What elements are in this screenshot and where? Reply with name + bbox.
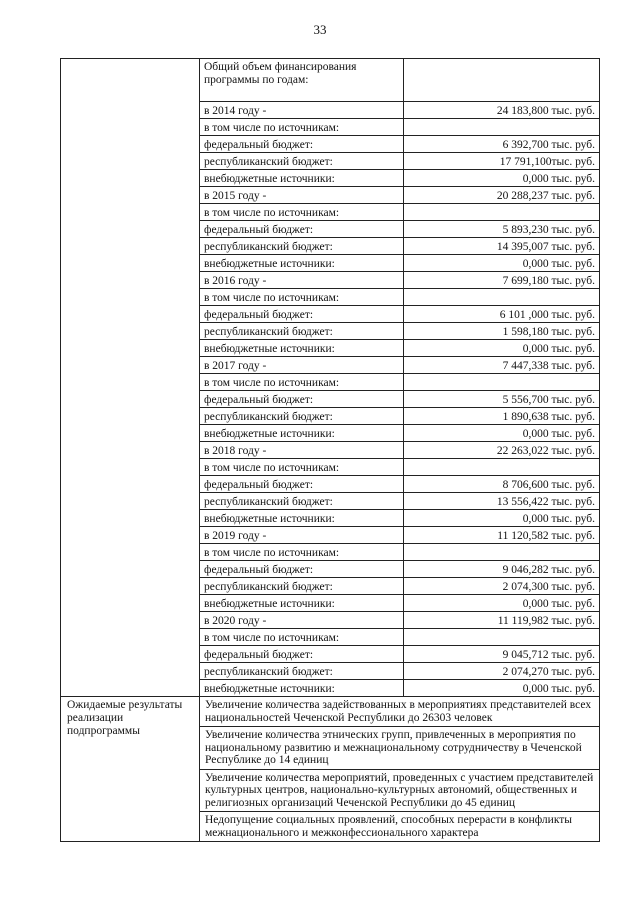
- financing-row-value: [404, 374, 600, 391]
- financing-row-21: [200, 459, 599, 476]
- financing-row-label: федеральный бюджет:: [200, 561, 404, 578]
- financing-row-label: федеральный бюджет:: [200, 391, 404, 408]
- financing-row-value: 9 045,712 тыс. руб.: [404, 646, 600, 663]
- financing-row-value: 6 392,700 тыс. руб.: [404, 136, 600, 153]
- financing-row-3: [200, 153, 599, 170]
- financing-row-label: внебюджетные источники:: [200, 255, 404, 272]
- financing-row-25: [200, 527, 599, 544]
- results-row: [61, 697, 600, 842]
- financing-row-label: в том числе по источникам:: [200, 459, 404, 476]
- financing-row-15: [200, 357, 599, 374]
- financing-row-value: 20 288,237 тыс. руб.: [404, 187, 600, 204]
- financing-row-label: внебюджетные источники:: [200, 340, 404, 357]
- financing-label-cell: [61, 59, 200, 697]
- financing-row-32: [200, 646, 599, 663]
- financing-row-label: республиканский бюджет:: [200, 578, 404, 595]
- financing-row-value: 11 120,582 тыс. руб.: [404, 527, 600, 544]
- financing-row-label: внебюджетные источники:: [200, 170, 404, 187]
- financing-row-value: 9 046,282 тыс. руб.: [404, 561, 600, 578]
- financing-row-label: республиканский бюджет:: [200, 323, 404, 340]
- financing-row-34: [200, 680, 599, 697]
- financing-row-23: [200, 493, 599, 510]
- financing-row-label: республиканский бюджет:: [200, 663, 404, 680]
- financing-row-value: 5 556,700 тыс. руб.: [404, 391, 600, 408]
- financing-row-label: республиканский бюджет:: [200, 408, 404, 425]
- financing-row-value: 11 119,982 тыс. руб.: [404, 612, 600, 629]
- financing-row-value: [404, 119, 600, 136]
- financing-row-label: федеральный бюджет:: [200, 221, 404, 238]
- financing-heading-value: [404, 59, 600, 102]
- financing-row-label: в 2019 году -: [200, 527, 404, 544]
- results-label-cell: [61, 697, 200, 842]
- financing-row-10: [200, 272, 599, 289]
- financing-row-16: [200, 374, 599, 391]
- results-list: [200, 697, 599, 841]
- financing-row-14: [200, 340, 599, 357]
- financing-row-value: 0,000 тыс. руб.: [522, 683, 595, 695]
- result-item-3: Недопущение социальных проявлений, способных перерасти в конфликты межнационального и межконфессионального характера: [205, 814, 573, 839]
- financing-row-label: федеральный бюджет:: [200, 306, 404, 323]
- financing-row-1: [200, 119, 599, 136]
- financing-row-30: [200, 612, 599, 629]
- financing-row-label: внебюджетные источники:: [200, 425, 404, 442]
- financing-row-27: [200, 561, 599, 578]
- financing-row-value: 8 706,600 тыс. руб.: [404, 476, 600, 493]
- financing-row-label: в том числе по источникам:: [200, 204, 404, 221]
- financing-row-label: в том числе по источникам:: [200, 629, 404, 646]
- financing-row-6: [200, 204, 599, 221]
- financing-row-17: [200, 391, 599, 408]
- financing-row-5: [200, 187, 599, 204]
- financing-row-2: [200, 136, 599, 153]
- financing-row-label: в 2016 году -: [200, 272, 404, 289]
- financing-row-label: в том числе по источникам:: [200, 544, 404, 561]
- results-cell: [200, 697, 600, 842]
- financing-row-value: [404, 289, 600, 306]
- financing-row-9: [200, 255, 599, 272]
- result-item-1: Увеличение количества этнических групп, привлеченных в мероприятия по национальному развитию и межнациональному сотрудничеству в Чеченской Республике до 14 единиц: [200, 727, 599, 770]
- financing-row-26: [200, 544, 599, 561]
- financing-row-19: [200, 425, 599, 442]
- financing-row-8: [200, 238, 599, 255]
- financing-row-value: 24 183,800 тыс. руб.: [404, 102, 600, 119]
- financing-row-value: 6 101 ,000 тыс. руб.: [404, 306, 600, 323]
- financing-row-12: [200, 306, 599, 323]
- financing-row-18: [200, 408, 599, 425]
- financing-row-label: внебюджетные источники:: [200, 680, 404, 697]
- financing-row-label: республиканский бюджет:: [200, 493, 404, 510]
- financing-row-value: 0,000 тыс. руб.: [404, 340, 600, 357]
- financing-row-20: [200, 442, 599, 459]
- financing-row-value: 7 699,180 тыс. руб.: [404, 272, 600, 289]
- financing-row-value: 0,000 тыс. руб.: [404, 255, 600, 272]
- financing-row-value: [404, 204, 600, 221]
- result-item-0: Увеличение количества задействованных в мероприятиях представителей всех национальностей Чеченской Республики до 26303 человек: [200, 697, 599, 727]
- financing-row-value: 0,000 тыс. руб.: [404, 595, 600, 612]
- financing-row-value: 13 556,422 тыс. руб.: [404, 493, 600, 510]
- financing-row-value: 1 598,180 тыс. руб.: [404, 323, 600, 340]
- result-item-2: Увеличение количества мероприятий, проведенных с участием представителей культурных центров, национально-культурных автономий, общественных и религиозных организаций Чеченской Республики до 45 единиц: [200, 770, 599, 813]
- financing-row-label: в том числе по источникам:: [200, 119, 404, 136]
- financing-heading: Общий объем финансирования программы по годам:: [200, 59, 404, 102]
- financing-row-label: республиканский бюджет:: [200, 153, 404, 170]
- financing-heading-row: [200, 59, 599, 102]
- financing-row-31: [200, 629, 599, 646]
- financing-table: [200, 59, 599, 696]
- financing-row-4: [200, 170, 599, 187]
- financing-row-value: 2 074,270 тыс. руб.: [404, 663, 600, 680]
- financing-row-value: [404, 544, 600, 561]
- financing-row-label: внебюджетные источники:: [200, 510, 404, 527]
- page-number: 33: [313, 22, 327, 37]
- financing-row-label: в 2015 году -: [200, 187, 404, 204]
- financing-row-29: [200, 595, 599, 612]
- financing-row-28: [200, 578, 599, 595]
- financing-row-33: [200, 663, 599, 680]
- financing-row-value: 1 890,638 тыс. руб.: [404, 408, 600, 425]
- financing-row-label: в том числе по источникам:: [200, 374, 404, 391]
- results-label: Ожидаемые результаты реализации подпрограммы: [67, 699, 183, 737]
- passport-table: [60, 58, 600, 842]
- financing-row-label: в 2020 году -: [200, 612, 404, 629]
- financing-row-0: [200, 102, 599, 119]
- financing-row-label: республиканский бюджет:: [200, 238, 404, 255]
- financing-row-label: в 2017 году -: [200, 357, 404, 374]
- financing-row-label: в том числе по источникам:: [200, 289, 404, 306]
- financing-row-value: 22 263,022 тыс. руб.: [404, 442, 600, 459]
- financing-cell: [200, 59, 600, 697]
- financing-row-label: федеральный бюджет:: [200, 136, 404, 153]
- financing-row-value: [404, 459, 600, 476]
- financing-row-label: в 2014 году -: [200, 102, 404, 119]
- financing-row-value: 7 447,338 тыс. руб.: [404, 357, 600, 374]
- financing-row-24: [200, 510, 599, 527]
- financing-row-label: в 2018 году -: [200, 442, 404, 459]
- financing-row-value: 17 791,100тыс. руб.: [404, 153, 600, 170]
- financing-row-label: федеральный бюджет:: [200, 646, 404, 663]
- financing-row-value: 5 893,230 тыс. руб.: [404, 221, 600, 238]
- financing-row-label: внебюджетные источники:: [200, 595, 404, 612]
- financing-row-22: [200, 476, 599, 493]
- financing-row-label: федеральный бюджет:: [200, 476, 404, 493]
- financing-row-value: [404, 629, 600, 646]
- financing-row-13: [200, 323, 599, 340]
- financing-row-value: 0,000 тыс. руб.: [404, 425, 600, 442]
- financing-row-value: 0,000 тыс. руб.: [404, 510, 600, 527]
- financing-row-value: 2 074,300 тыс. руб.: [404, 578, 600, 595]
- financing-row: [61, 59, 600, 697]
- financing-row-value: 14 395,007 тыс. руб.: [404, 238, 600, 255]
- financing-row-value: 0,000 тыс. руб.: [404, 170, 600, 187]
- financing-row-11: [200, 289, 599, 306]
- financing-row-7: [200, 221, 599, 238]
